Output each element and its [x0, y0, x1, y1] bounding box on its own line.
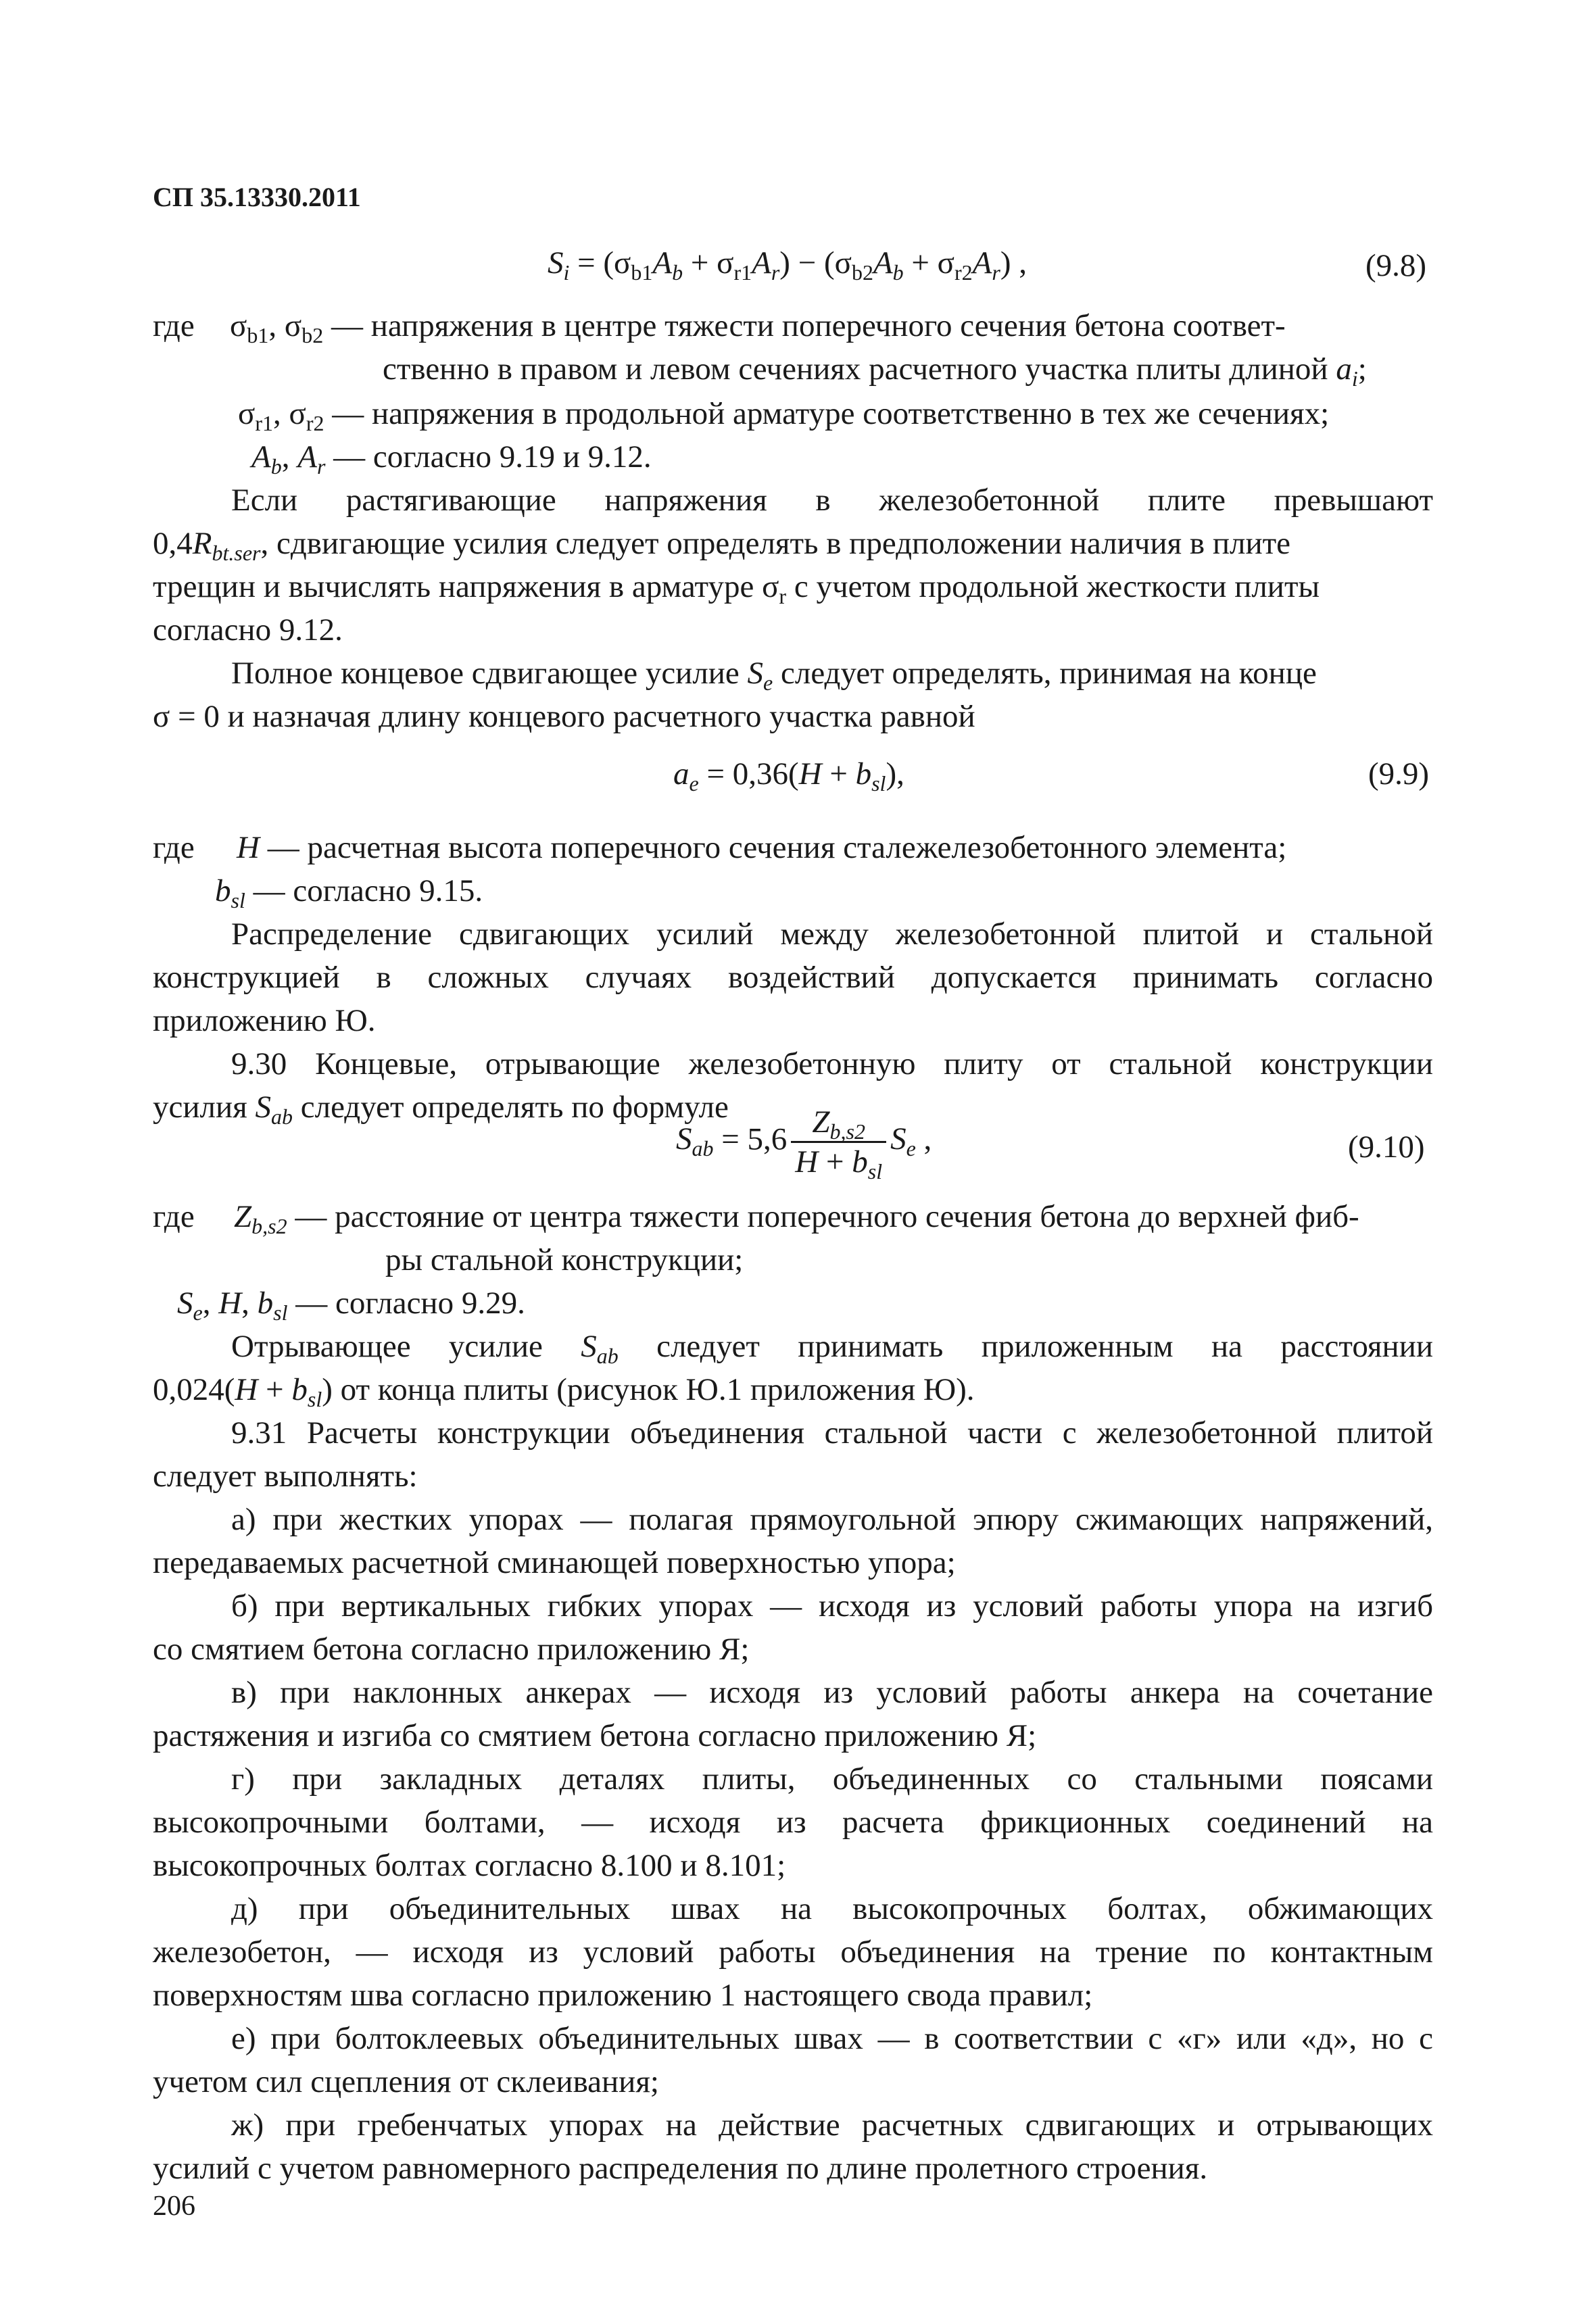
paragraph-raspr-line-1: Распределение сдвигающих усилий между железобетонной плитой и стальной [231, 917, 1433, 952]
item-v-line-1: в) при наклонных анкерах — исходя из условий работы анкера на сочетание [231, 1675, 1433, 1710]
item-b-line-2: со смятием бетона согласно приложению Я; [153, 1632, 750, 1667]
item-zh-line-1: ж) при гребенчатых упорах на действие расчетных сдвигающих и отрывающих [231, 2107, 1433, 2143]
paragraph-otr-line-2: $0,024(H + b_{sl})$ от конца плиты (рисунок Ю.1 приложения Ю). [153, 1372, 975, 1411]
equation-number-9-8: (9.8) [1365, 248, 1427, 283]
paragraph-polnoe-line-1: Полное концевое сдвигающее усилие $S_e$ следует определять, принимая на конце [231, 656, 1317, 695]
ab-ar-definition: $A_b$, $A_r$ — согласно 9.19 и 9.12. [251, 439, 652, 479]
paragraph-otr-line-1: Отрывающее усилие $S_{ab}$ следует принимать приложенным на расстоянии [231, 1329, 1433, 1368]
h-definition: H — расчетная высота поперечного сечения сталежелезобетонного элемента; [237, 830, 1287, 865]
paragraph-polnoe-line-2: σ = 0 и назначая длину концевого расчетного участка равной [153, 699, 975, 734]
item-a-line-1: а) при жестких упорах — полагая прямоугольной эпюру сжимающих напряжений, [231, 1502, 1433, 1537]
document-header: СП 35.13330.2011 [153, 182, 361, 212]
item-e-line-2: учетом сил сцепления от склеивания; [153, 2064, 659, 2099]
paragraph-9-31-line-1: 9.31 Расчеты конструкции объединения стальной части с железобетонной плитой [231, 1415, 1433, 1451]
equation-9-8: $S_i = (\sigma_{b1}A_b + \sigma_{r1}A_r) - (\sigma_{b2}A_b + \sigma_{r2}A_r)$ , [548, 245, 1027, 285]
paragraph-9-31-line-2: следует выполнять: [153, 1459, 418, 1494]
paragraph-raspr-line-2: конструкцией в сложных случаях воздействий допускается принимать согласно [153, 960, 1433, 995]
item-g-line-3: высокопрочных болтах согласно 8.100 и 8.101; [153, 1848, 786, 1883]
item-d-line-3: поверхностям шва согласно приложению 1 настоящего свода правил; [153, 1978, 1093, 2013]
sigma-b-definition-line-2: ственно в правом и левом сечениях расчетного участка плиты длиной $a_i$; [383, 351, 1367, 391]
item-zh-line-2: усилий с учетом равномерного распределения по длине пролетного строения. [153, 2151, 1208, 2186]
item-d-line-2: железобетон, — исходя из условий работы объединения на трение по контактным [153, 1934, 1433, 1970]
item-g-line-2: высокопрочными болтами, — исходя из расчета фрикционных соединений на [153, 1805, 1433, 1840]
paragraph-esli-line-2: $0,4R_{bt.ser}$, сдвигающие усилия следует определять в предположении наличия в плите [153, 526, 1291, 565]
zb-definition-line-1: $Z_{b,s2}$ — расстояние от центра тяжести поперечного сечения бетона до верхней фиб- [234, 1199, 1359, 1238]
item-d-line-1: д) при объединительных швах на высокопрочных болтах, обжимающих [231, 1891, 1433, 1926]
where-label-2: где [153, 830, 195, 865]
item-b-line-1: б) при вертикальных гибких упорах — исходя из условий работы упора на изгиб [231, 1588, 1433, 1624]
paragraph-esli-line-1: Если растягивающие напряжения в железобетонной плите превышают [231, 483, 1433, 518]
page-number: 206 [153, 2191, 195, 2222]
item-v-line-2: растяжения и изгиба со смятием бетона согласно приложению Я; [153, 1718, 1037, 1753]
paragraph-9-30-line-2: усилия $S_{ab}$ следует определять по формуле [153, 1090, 729, 1129]
item-a-line-2: передаваемых расчетной сминающей поверхностью упора; [153, 1545, 956, 1580]
equation-number-9-9: (9.9) [1368, 756, 1430, 791]
paragraph-9-30-line-1: 9.30 Концевые, отрывающие железобетонную плиту от стальной конструкции [231, 1046, 1433, 1081]
sigma-r-definition: $\sigma_{r1}$, $\sigma_{r2}$ — напряжения в продольной арматуре соответственно в тех же сечениях; [238, 396, 1330, 435]
zb-definition-line-2: ры стальной конструкции; [385, 1242, 744, 1277]
se-h-bsl-definition: $S_e$, H, $b_{sl}$ — согласно 9.29. [177, 1286, 525, 1325]
equation-9-10: $S_{ab} = 5,6$ $\frac{Z_{b,s2}}{H + b_{sl}}$ $S_e$ , [676, 1104, 932, 1184]
bsl-definition: $b_{sl}$ — согласно 9.15. [215, 873, 483, 912]
paragraph-esli-line-3: трещин и вычислять напряжения в арматуре $\sigma_r$ с учетом продольной жесткости плиты [153, 569, 1320, 608]
sigma-b-definition-line-1: $\sigma_{b1}$, $\sigma_{b2}$ — напряжения в центре тяжести поперечного сечения бетона соответ- [230, 308, 1286, 347]
where-label: где [153, 308, 195, 343]
paragraph-raspr-line-3: приложению Ю. [153, 1003, 376, 1038]
equation-9-9: $a_e = 0,36(H + b_{sl})$, [673, 756, 904, 796]
item-e-line-1: е) при болтоклеевых объединительных швах — в соответствии с «г» или «д», но с [231, 2021, 1433, 2056]
where-label-3: где [153, 1199, 195, 1234]
paragraph-esli-line-4: согласно 9.12. [153, 612, 343, 648]
equation-number-9-10: (9.10) [1348, 1129, 1425, 1165]
item-g-line-1: г) при закладных деталях плиты, объединенных со стальными поясами [231, 1761, 1433, 1797]
